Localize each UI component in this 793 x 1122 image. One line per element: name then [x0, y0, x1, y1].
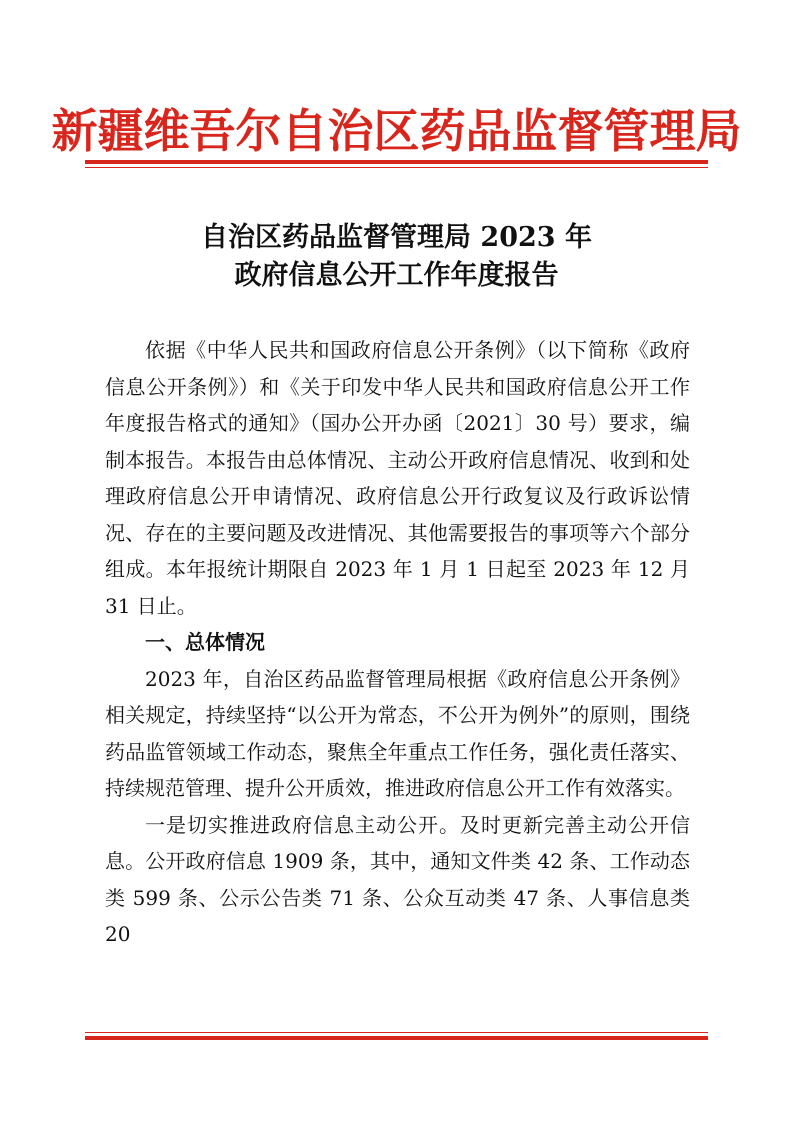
masthead-rule-thick — [85, 160, 708, 164]
active-disclosure-paragraph — [105, 807, 690, 953]
masthead-title: 新疆维吾尔自治区药品监督管理局 — [51, 104, 742, 158]
overview-paragraph: 2023 年，自治区药品监督管理局根据《政府信息公开条例》相关规定，持续坚持“以公开为常态，不公开为例外”的原则，围绕药品监管领域工作动态，聚焦全年重点工作任务，强化责任落实、持续规范管理、提升公开质效，推进政府信息公开工作有效落实。 — [105, 666, 690, 800]
footer-rule-thin — [85, 1032, 708, 1033]
paragraph-lead-phrase: 一是切实推进政府信息主动公开。 — [145, 812, 460, 837]
document-title-line-1: 自治区药品监督管理局 2023 年 — [201, 222, 592, 253]
document-title-line-2: 政府信息公开工作年度报告 — [234, 260, 559, 291]
section-heading-overview: 一、总体情况 — [145, 630, 265, 654]
document-body — [105, 332, 690, 953]
intro-paragraph: 依据《中华人民共和国政府信息公开条例》（以下简称《政府信息公开条例》）和《关于印发中华人民共和国政府信息公开工作年度报告格式的通知》（国办公开办函〔2021〕30 号）要求，编制本报告。本报告由总体情况、主动公开政府信息情况、收到和处理政府信息公开申请情况、政府信息公开行政复议及行政诉讼情况、存在的主要问题及改进情况、其他需要报告的事项等六个部分组成。本年报统计期限自 2023 年 1 月 1 日起至 2023 年 12 月 31 日止。 — [105, 338, 690, 618]
paragraph-body-text: 及时更新完善主动公开信息。公开政府信息 1909 条，其中，通知文件类 42 条、工作动态类 599 条、公示公告类 71 条、公众互动类 47 条、人事信息类 20 — [105, 812, 690, 946]
masthead-rule-thin — [85, 167, 708, 168]
footer-rule-thick — [85, 1036, 708, 1040]
